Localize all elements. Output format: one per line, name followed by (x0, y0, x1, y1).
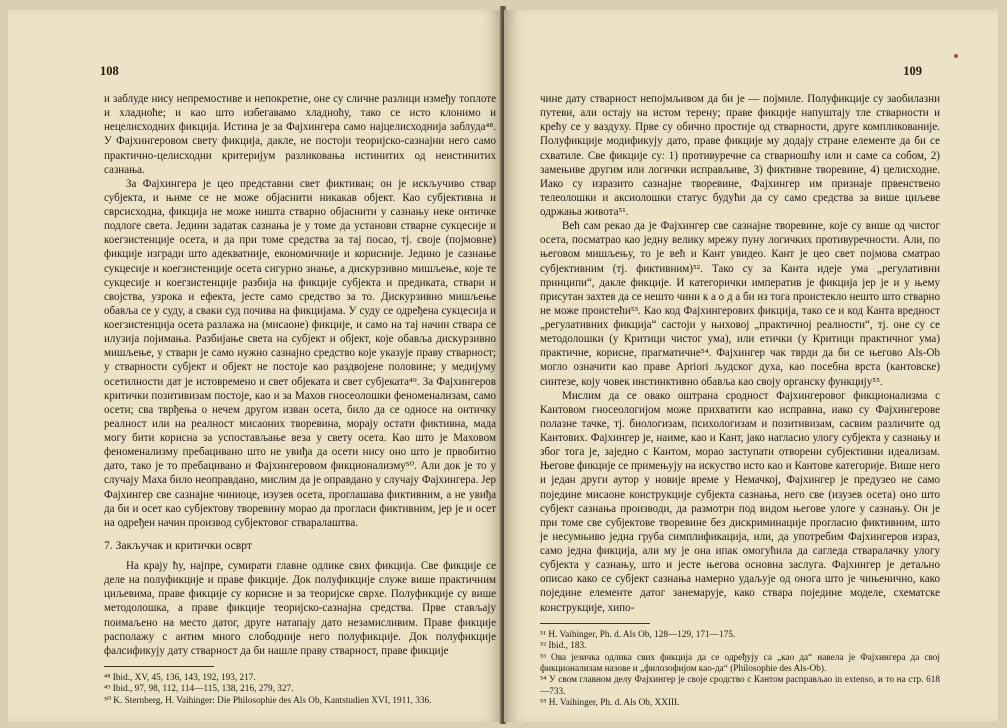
paper-stain (954, 54, 958, 58)
section-heading: 7. Закључак и критички осврт (104, 538, 252, 552)
footnote: ⁵¹ H. Vaihinger, Ph. d. Als Ob, 128—129, 171—175. (540, 629, 736, 640)
paragraph: Мислим да се овако оштрана сродност Фајхингеровог фикционализма с Кантовом гносеологијом може прихватити као исправна, иако су Фајхингерове полазне тачке, тј. биологизам, психологизам и позитивизам, сасвим различите од Кантових. Фајхингер је, наиме, као и Кант, јако нагласио улогу субјекта у сазнању и због тога је, заједно с Кантом, морао заступати отворени субјективни идеализам. Његове фикције се примењују на искуство исто као и Кантове категорије. Више него и један други аутор у новије време у Немачкој, Фајхингер је предузео не само поједине мисаоне конструкције субјекта сазнања, него све (изузев осета) оно што субјект сазнања производи, да размотри под видом његове улоге у сазнању. Он је при томе све субјектове творевине без дискриминације прогласио фиктивним, што је несумњиво једна груба симплификација, или, да употребим Фајхингеров израз, само једна фикција, али му је она ипак омогућила да сагледа стваралачку улогу субјекта у сазнању, што и јесте његова основна заслуга. Фајхингер је детаљно описао како се субјект сазнања намерно удаљује од онога што је чињенично, како поједине елементе датог занемарује, како ствара поједине моделе, схематске конструкције, хипо- (540, 389, 940, 614)
footnote: ⁴⁸ Ibid., XV, 45, 136, 143, 192, 193, 217. (104, 672, 256, 683)
right-page (504, 10, 998, 722)
left-page (8, 10, 502, 722)
footnote-divider (104, 666, 214, 667)
paragraph: чине дату стварност непојмљивом да би је — појмиле. Полуфикције су заобилазни путеви, али остају на истом терену; праве фикције напуштају тле стварности и крећу се у ваздуху. Прве су обично простије од стварности, друге компликованије. Полуфикције модификују дато, праве фикције му додају стране елементе да би се схватиле. Све фикције су: 1) противуречне са стварношћу или и саме са собом, 2) замењиве другим или логички исправљиве, 3) фиктивне творевине, 4) целисходне. Иако су изразито сазнајне творевине, Фајхингер им признаје првенствено телеолошки и аксиолошки статус будући да су само средства за више циљеве одржања живота⁵¹. (540, 93, 940, 218)
footnote: ⁵³ Ова језичка одлика свих фикција да се одређују са „као да“ навела је Фајхингера да свој фикционализам назове и „филозофијом као-да“ (Philosophie des Als-Ob). (540, 652, 940, 674)
footnote: ⁵⁰ K. Sternberg, H. Vaihinger: Die Philosophie des Als Ob, Kantstudien XVI, 1911, 336. (104, 695, 432, 706)
footnote: ⁵² Ibid., 183. (540, 641, 587, 652)
footnote-divider (540, 623, 650, 624)
page-number-right: 109 (903, 64, 922, 78)
left-page-text (104, 92, 496, 707)
footnote: ⁴⁹ Ibid., 97, 98, 112, 114—115, 138, 216, 279, 327. (104, 684, 294, 695)
right-page-text (540, 92, 940, 710)
paragraph: и заблуде нису непремостиве и непокретне, оне су сличне разлици између топлоте и хладноће; и као што избегавамо хладноћу, тако се исто клонимо и нецелисходних фикција. Истина је за Фајхингера само најцелисходнија заблуда⁴⁸. У Фајхингеровом свету фикција, дакле, не постоји теоријско-сазнајни него само практично-целисходни критеријум разликовања истинитих од неистинитих сазнања. (104, 93, 496, 176)
footnote: ⁵⁴ У свом главном делу Фајхингер је своје сродство с Кантом расправљао in extenso, и то на стр. 618—733. (540, 675, 940, 697)
paragraph: На крају ћу, најпре, сумирати главне одлике свих фикција. Све фикције се деле на полуфикције и праве фикције. Док полуфикције служе више практичним циљевима, праве фикције су корисне и за теоријске сврхе. Полуфикције су више методолошка, а праве фикције теоријско-сазнајна средства. Прве стављају поимаљено на место датог, друге натапају дато незамисливим. Праве фикције располажу с антим много слободније него полуфикције. Док полуфикције фалсификују дату стварност да би нашле праву стварност, праве фикције (104, 560, 496, 657)
page-number-left: 108 (100, 64, 119, 78)
footnote: ⁵⁵ H. Vaihinger, Ph. d. Als Ob, XXIII. (540, 698, 680, 709)
paragraph: За Фајхингера је цео представни свет фиктиван; он је искључиво ствар субјекта, и њиме се не може објаснити никакав објект. Као субјективна и сврсисходна, фикција не може ништа стварно објаснити у сазнању неке онтичке подлоге света. Једини задатак сазнања је у томе да установи стварне сукцесије и коегзистенције осета, и да при томе средства за тај посао, тј. своје (појмовне) фикције изгради што адекватније, економичније и корисније. Једино је сазнање сукцесије и коегзистенције осета сигурно знање, а дискурзивно мишљење, које те сукцесије и коегзистенције разбија на фикције субјекта и предиката, ствари и својства, узрока и ефекта, јесте само средство за то. Дискурзивно мишљење обавља се у суду, а сваки суд почива на фикцијама. У суду се одређена сукцесија и коегзистенција осета разлажа на (мисаоне) фикције, и само на тај начин ствара се илузија појимања. Разбијање света на субјект и објект, које обавља дискурзивно мишљење, у ствари је само нужно сазнајно средство које указује праву стварност; у стварности субјект и објект не постоје као раздвојене половине; у медијуму осетилности дат је истовремено и свет објеката и свет субјеката⁴⁹. За Фајхингеров критички позитивизам постоје, као и за Махов гносеолошки феноменализам, само осети; сва тврђења о нечем другом изван осета, било да се односе на онтичку реалност или на реалност мисаоних творевина, морају остати фиктивна, мада могу бити корисна за успостављање веза у свету осета. Као што је Маховом феноменализму пребацивано што не увиђа да осети нису оно што је првобитно дато, тако је то пребацивано и Фајхингеровом фикционализму⁵⁰. Али док је то у случају Маха било неоправдано, мислим да је оправдано у случају Фајхингера. Јер Фајхингер све сазнајне чиниоце, изузев осета, проглашава фиктивним, а не увиђа да би и осет као субјектову творевину морао да прогласи фиктивним, јер је и осет на одређен начин производ субјектовог стваралаштва. (104, 177, 496, 529)
paragraph: Већ сам рекао да је Фајхингер све сазнајне творевине, које су више од чистог осета, посматрао као једну велику мрежу пуну логичких противуречности. Али, по његовом мишљењу, то је већ и Кант увидео. Кант је цео свет појмова сматрао субјективним (тј. фиктивним)⁵². Тако су за Канта идеје ума „регулативни принципи“, дакле фикције. И категорички императив је фикција јер је и у њему присутан захтев да се нешто чини к а о д а би из тога проистекло нешто што стварно не може проистећи⁵³. Као код Фајхингерових фикција, тако се и код Канта вредност „регулативних фикција“ састоји у њиховој „практичној реалности“, тј. оне су се методолошки (у Критици чистог ума), или етички (у Критици практичног ума) практичне, корисне, прагматичне⁵⁴. Фајхингер чак тврди да би се његово Als-Ob могло означити као праве Apriori људског духа, као посебна врста (кантовске) синтезе, коју човек инстинктивно обавља као своју органску функцију⁵⁵. (540, 220, 940, 388)
